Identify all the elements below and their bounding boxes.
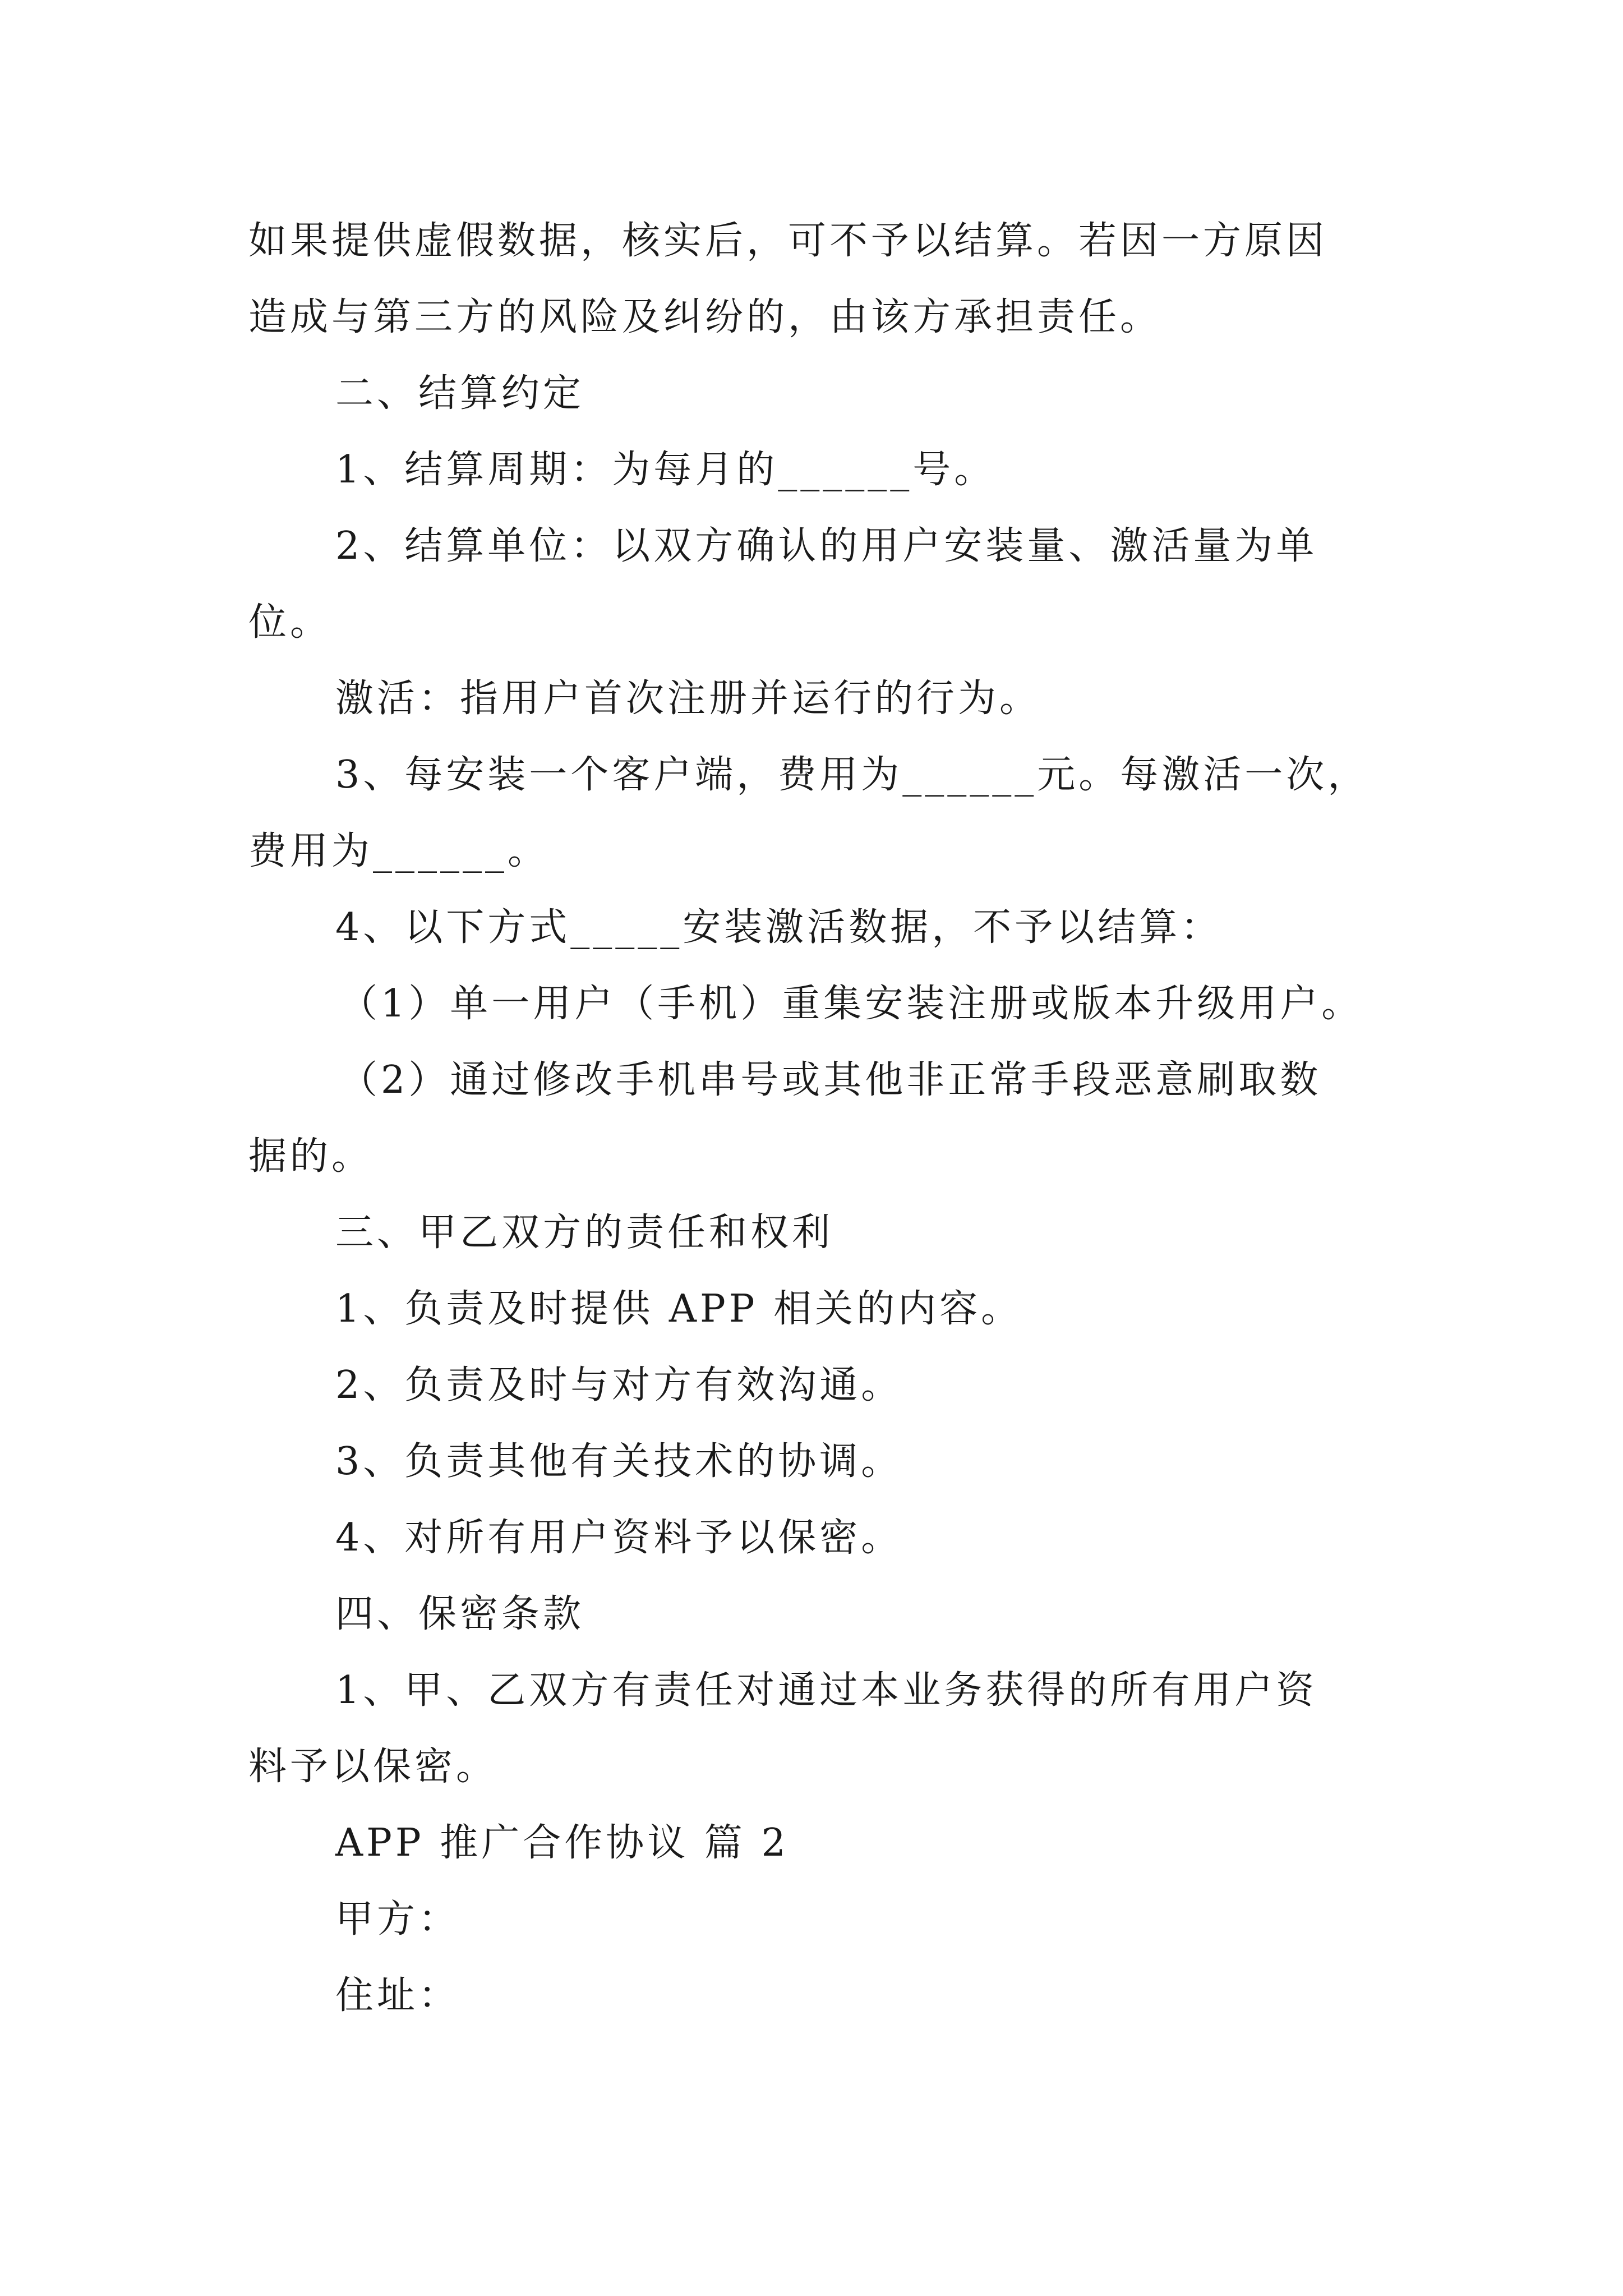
sub-clause-line: （1）单一用户（手机）重集安装注册或版本升级用户。 <box>339 982 1363 1026</box>
clause-line: 1、结算周期：为每月的______号。 <box>335 448 996 492</box>
clause-line: 2、结算单位：以双方确认的用户安装量、激活量为单 <box>335 524 1318 568</box>
paragraph-line: 如果提供虚假数据，核实后，可不予以结算。若因一方原因 <box>248 219 1328 263</box>
paragraph-line: 据的。 <box>248 1134 374 1179</box>
sub-clause-line: （2）通过修改手机串号或其他非正常手段恶意刷取数 <box>339 1058 1322 1102</box>
clause-line: 激活：指用户首次注册并运行的行为。 <box>335 677 1041 721</box>
clause-line: 3、负责其他有关技术的协调。 <box>335 1439 903 1484</box>
paragraph-line: 费用为______。 <box>248 829 550 873</box>
section-heading: 三、甲乙双方的责任和权利 <box>335 1211 834 1255</box>
document-title: APP 推广合作协议 篇 2 <box>335 1821 789 1865</box>
paragraph-line: 料予以保密。 <box>248 1745 498 1789</box>
clause-line: 4、以下方式_____安装激活数据，不予以结算： <box>335 905 1223 950</box>
clause-line: 1、甲、乙双方有责任对通过本业务获得的所有用户资 <box>335 1668 1318 1713</box>
section-heading: 四、保密条款 <box>335 1592 585 1636</box>
party-a-label: 甲方： <box>335 1897 460 1941</box>
clause-line: 3、每安装一个客户端，费用为______元。每激活一次， <box>335 753 1370 797</box>
clause-line: 4、对所有用户资料予以保密。 <box>335 1516 903 1560</box>
clause-line: 1、负责及时提供 APP 相关的内容。 <box>335 1287 1023 1331</box>
clause-line: 2、负责及时与对方有效沟通。 <box>335 1363 903 1407</box>
paragraph-line: 造成与第三方的风险及纠纷的，由该方承担责任。 <box>248 295 1162 339</box>
paragraph-line: 位。 <box>248 600 332 645</box>
address-label: 住址： <box>335 1973 460 2018</box>
section-heading: 二、结算约定 <box>335 371 585 416</box>
